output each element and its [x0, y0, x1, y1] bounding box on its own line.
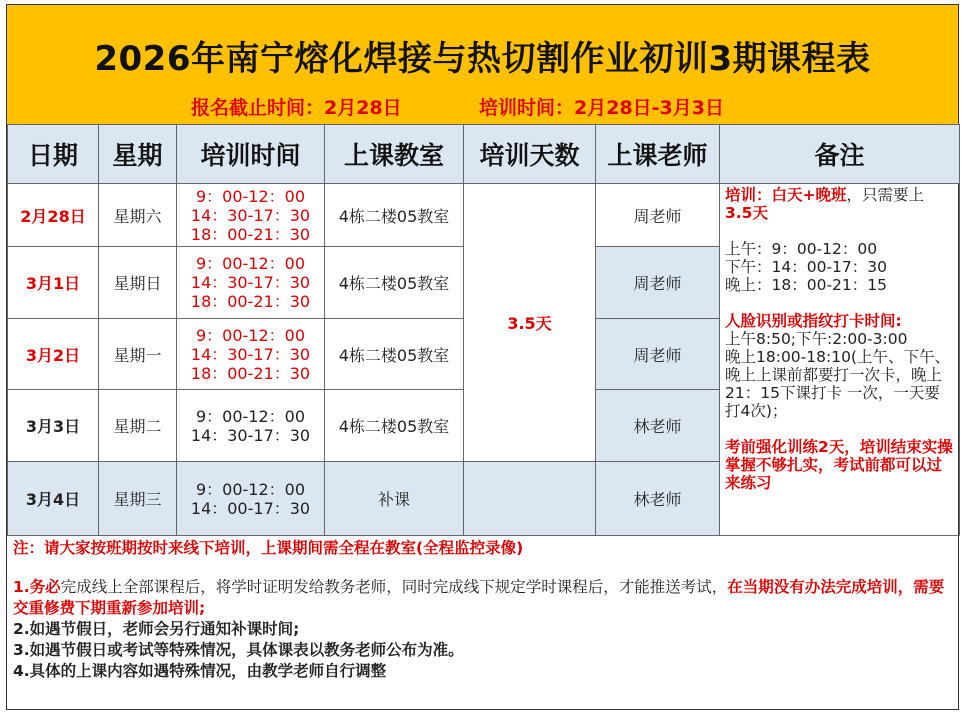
weekday-cell: 星期日	[99, 247, 177, 319]
table-header-row	[8, 125, 960, 184]
remark-morning: 上午：9：00-12：00	[725, 240, 878, 258]
time-slot: 18：00-21：30	[190, 363, 311, 383]
time-slot: 14：30-17：30	[190, 273, 311, 292]
room-cell: 4栋二楼05教室	[325, 184, 464, 247]
time-slot: 9：00-12：00	[195, 254, 306, 273]
time-slot: 14：00-17：30	[190, 498, 311, 518]
time-cell	[177, 390, 325, 462]
remark-checkin-title: 人脸识别或指纹打卡时间:	[725, 312, 902, 330]
remark-days: 3.5天	[725, 204, 768, 222]
note-1	[13, 577, 953, 619]
col-header-remarks: 备注	[720, 125, 960, 184]
page-title: 2026年南宁熔化焊接与热切割作业初训3期课程表	[94, 39, 871, 79]
time-cell	[177, 184, 325, 247]
time-slot: 14：30-17：30	[190, 425, 311, 445]
col-header-teacher: 上课老师	[596, 125, 720, 184]
date-cell: 3月1日	[8, 247, 99, 319]
time-slot: 9：00-12：00	[195, 186, 306, 206]
remark-shift-rest: ，只需要上	[846, 186, 925, 204]
remark-exam: 考前强化训练2天，培训结束实操掌握不够扎实，考试前都可以过来练习	[725, 438, 953, 492]
teacher-cell: 林老师	[596, 390, 720, 462]
note-1-warning: 在当期没有办法完成培训，需要交重修费下期重新参加培训;	[13, 578, 945, 617]
teacher-cell: 周老师	[596, 247, 720, 319]
time-slot: 18：00-21：30	[190, 224, 311, 244]
note-3: 3.如遇节假日或考试等特殊情况，具体课表以教务老师公布为准。	[13, 641, 464, 659]
col-header-date: 日期	[8, 125, 99, 184]
weekday-cell: 星期二	[99, 390, 177, 462]
training-period: 培训时间：2月28日-3月3日	[479, 97, 724, 119]
room-cell: 4栋二楼05教室	[325, 390, 464, 462]
time-cell	[177, 247, 325, 319]
col-header-time: 培训时间	[177, 125, 325, 184]
time-cell	[177, 319, 325, 390]
weekday-cell: 星期三	[99, 462, 177, 536]
col-header-weekday: 星期	[99, 125, 177, 184]
room-cell: 补课	[325, 462, 464, 536]
notes-section	[13, 538, 953, 682]
time-slot: 9：00-12：00	[195, 479, 306, 499]
time-slot: 9：00-12：00	[195, 325, 306, 345]
teacher-cell: 林老师	[596, 462, 720, 536]
time-slot: 18：00-21：30	[190, 292, 311, 311]
date-cell: 3月3日	[8, 390, 99, 462]
note-2: 2.如遇节假日，老师会另行通知补课时间;	[13, 620, 300, 638]
enrollment-deadline: 报名截止时间：2月28日	[191, 97, 402, 119]
teacher-cell: 周老师	[596, 319, 720, 390]
weekday-cell: 星期六	[99, 184, 177, 247]
time-slot: 14：30-17：30	[190, 344, 311, 364]
training-days-cell: 3.5天	[464, 184, 596, 462]
note-1-label: 1.务必	[13, 578, 61, 596]
schedule-table	[7, 124, 960, 536]
training-days-empty	[464, 462, 596, 536]
col-header-days: 培训天数	[464, 125, 596, 184]
date-cell: 3月2日	[8, 319, 99, 390]
col-header-room: 上课教室	[325, 125, 464, 184]
teacher-cell: 周老师	[596, 184, 720, 247]
remark-shift: 培训：白天+晚班	[725, 186, 847, 204]
notes-intro: 注：请大家按班期按时来线下培训，上课期间需全程在教室(全程监控录像)	[13, 539, 524, 557]
remark-checkin-2: 晚上18:00-18:10(上午、下午、晚上上课前都要打一次卡，晚上21：15下课打卡 一次，一天要打4次)；	[725, 348, 950, 420]
time-slot: 14：30-17：30	[190, 205, 311, 225]
remark-checkin-1: 上午8:50;下午:2:00-3:00	[725, 330, 908, 348]
date-cell: 3月4日	[8, 462, 99, 536]
weekday-cell: 星期一	[99, 319, 177, 390]
schedule-sheet	[6, 4, 959, 710]
note-4: 4.具体的上课内容如遇特殊情况，由教学老师自行调整	[13, 662, 387, 680]
time-cell	[177, 462, 325, 536]
remarks-cell	[720, 184, 960, 536]
note-1-text: 完成线上全部课程后，将学时证明发给教务老师，同时完成线下规定学时课程后，才能推送考试，	[60, 578, 728, 596]
remark-evening: 晚上：18：00-21：15	[725, 276, 887, 294]
room-cell: 4栋二楼05教室	[325, 247, 464, 319]
room-cell: 4栋二楼05教室	[325, 319, 464, 390]
table-row	[8, 184, 960, 247]
title-band	[7, 5, 958, 124]
date-cell: 2月28日	[8, 184, 99, 247]
remark-afternoon: 下午：14：00-17：30	[725, 258, 887, 276]
time-slot: 9：00-12：00	[195, 406, 306, 426]
